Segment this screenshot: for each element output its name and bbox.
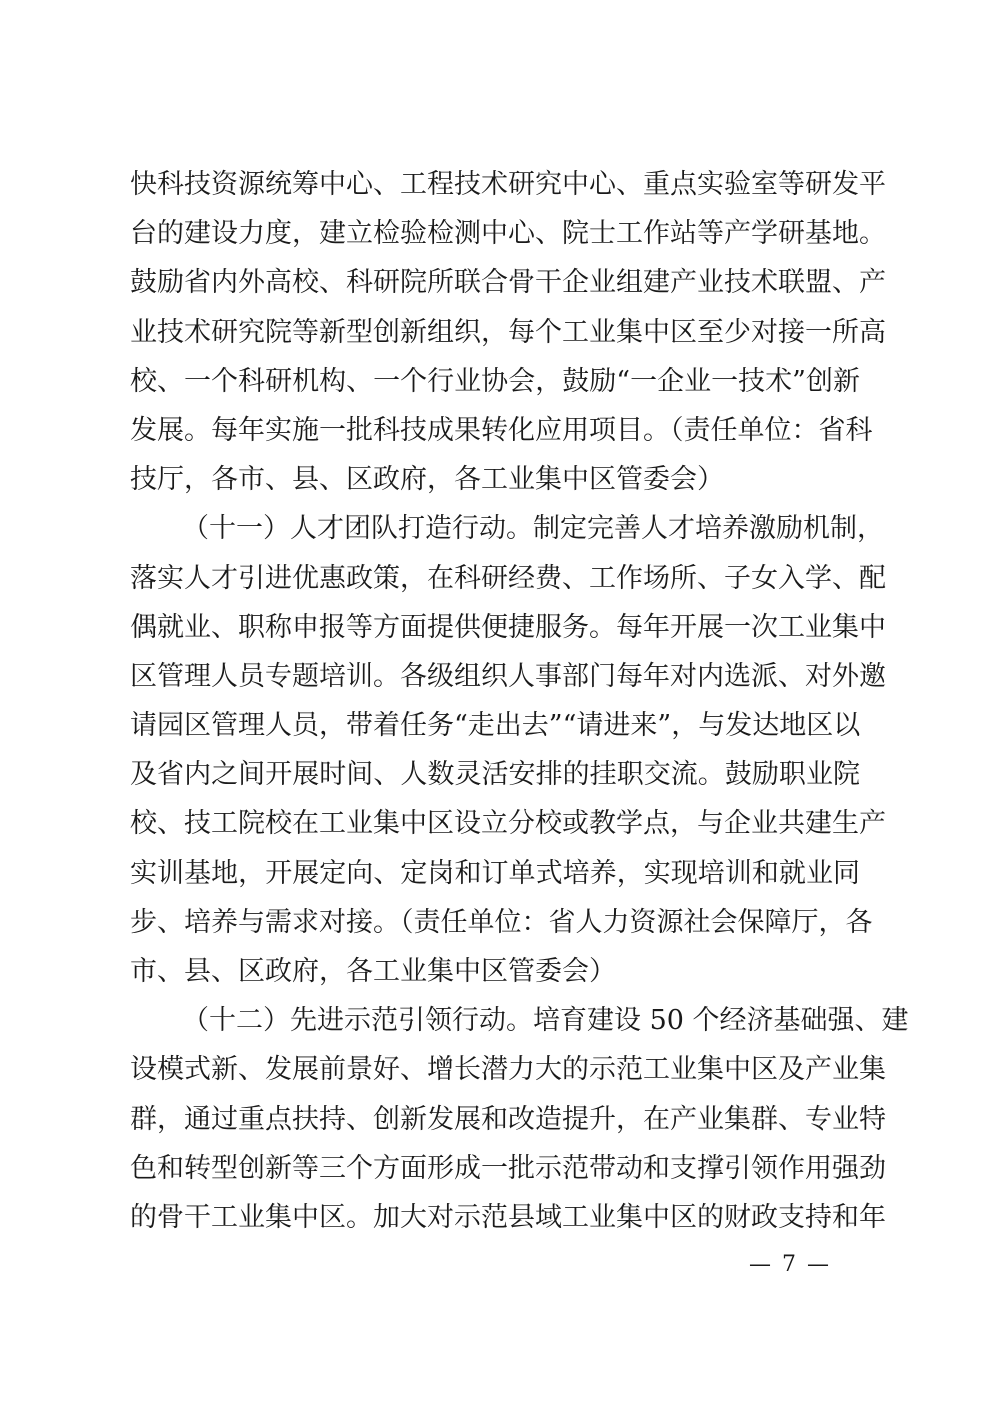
- text-line: 发展。每年实施一批科技成果转化应用项目。（责任单位：省科: [130, 414, 873, 446]
- text-line: 的骨干工业集中区。加大对示范县域工业集中区的财政支持和年: [130, 1201, 886, 1233]
- text-line: 台的建设力度，建立检验检测中心、院士工作站等产学研基地。: [130, 218, 886, 250]
- text-line: 实训基地，开展定向、定岗和订单式培养，实现培训和就业同: [130, 857, 860, 889]
- section-heading-line: （十一）人才团队打造行动。制定完善人才培养激励机制，: [182, 513, 884, 545]
- text-line: 色和转型创新等三个方面形成一批示范带动和支撑引领作用强劲: [130, 1152, 886, 1184]
- text-line: 及省内之间开展时间、人数灵活安排的挂职交流。鼓励职业院: [130, 759, 860, 791]
- page-number: — 7 —: [749, 1252, 831, 1277]
- text-line: 技厅，各市、县、区政府，各工业集中区管委会）: [130, 464, 724, 496]
- text-line: 市、县、区政府，各工业集中区管委会）: [130, 956, 616, 987]
- text-line: 快科技资源统筹中心、工程技术研究中心、重点实验室等研发平: [130, 169, 886, 200]
- text-line: 业技术研究院等新型创新组织，每个工业集中区至少对接一所高: [130, 316, 886, 348]
- section-heading-line: （十二）先进示范引领行动。培育建设 50 个经济基础强、建: [182, 1005, 909, 1037]
- text-line: 落实人才引进优惠政策，在科研经费、工作场所、子女入学、配: [130, 562, 886, 594]
- text-line: 步、培养与需求对接。（责任单位：省人力资源社会保障厅，各: [130, 906, 873, 938]
- text-line: 偶就业、职称申报等方面提供便捷服务。每年开展一次工业集中: [130, 611, 886, 643]
- text-line: 鼓励省内外高校、科研院所联合骨干企业组建产业技术联盟、产: [130, 267, 886, 299]
- text-line: 群，通过重点扶持、创新发展和改造提升，在产业集群、专业特: [130, 1103, 886, 1135]
- text-line: 校、一个科研机构、一个行业协会，鼓励“一企业一技术”创新: [130, 365, 860, 397]
- text-line: 区管理人员专题培训。各级组织人事部门每年对内选派、对外邀: [130, 660, 886, 692]
- text-line: 请园区管理人员，带着任务“走出去”“请进来”，与发达地区以: [130, 710, 861, 742]
- text-line: 设模式新、发展前景好、增长潜力大的示范工业集中区及产业集: [130, 1054, 886, 1086]
- body-text: [130, 160, 909, 1242]
- text-line: 校、技工院校在工业集中区设立分校或教学点，与企业共建生产: [130, 808, 886, 840]
